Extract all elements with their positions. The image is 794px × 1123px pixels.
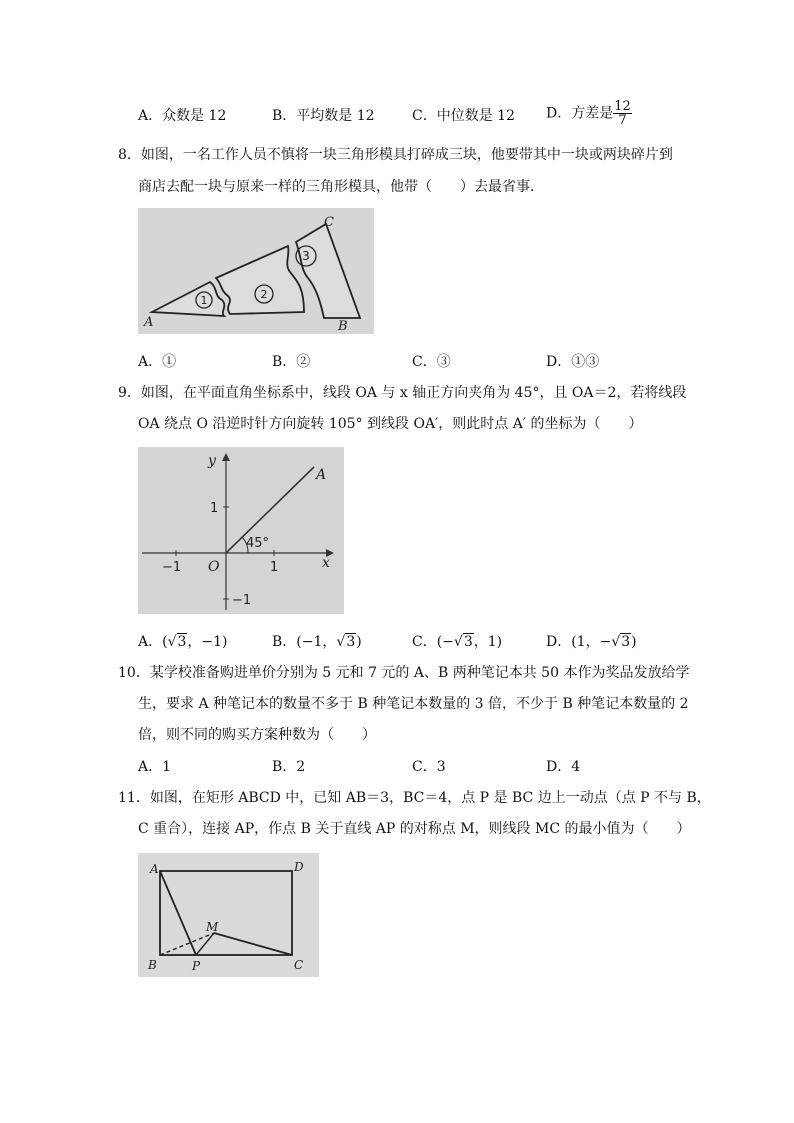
vertex-c-label: C: [324, 215, 334, 230]
q9-option-c-radicand: 3: [463, 634, 473, 650]
q8-stem-line1: 8．如图，一名工作人员不慎将一块三角形模具打碎成三块，他要带其中一块或两块碎片到: [118, 147, 673, 163]
q11-stem-line2: C 重合），连接 AP，作点 B 关于直线 AP 的对称点 M，则线段 MC 的最小值为（ ）: [138, 821, 691, 837]
sqrt-icon: √3: [167, 634, 187, 650]
q9-option-b-radicand: 3: [346, 634, 356, 650]
q11-figure: [138, 853, 319, 977]
q10-stem-line3: 倍，则不同的购买方案种数为（ ）: [138, 727, 376, 743]
q9-option-b-pre: B．(−1，: [272, 634, 337, 650]
vertex-b-label: B: [338, 319, 348, 334]
q9-option-c-pre: C．(−: [412, 634, 454, 650]
piece-1-label: 1: [200, 294, 208, 307]
q8-stem-line2: 商店去配一块与原来一样的三角形模具，他带（ ）去最省事．: [138, 179, 544, 195]
point-p-label: P: [192, 959, 201, 973]
x-axis-label: x: [322, 555, 330, 571]
vertex-a-label: A: [144, 315, 154, 330]
piece-3-label: 3: [302, 249, 310, 263]
vertex-b-label: B: [148, 958, 157, 972]
y-tick-1-label: 1: [210, 501, 219, 516]
q9-stem-line1: 9．如图，在平面直角坐标系中，线段 OA 与 x 轴正方向夹角为 45°，且 OA＝2，若将线段: [118, 385, 687, 401]
vertex-d-label: D: [294, 860, 304, 874]
q10-option-b: B．2: [272, 759, 306, 775]
y-axis-label: y: [208, 453, 216, 469]
q10-option-d: D．4: [546, 759, 581, 775]
q9-figure: [138, 447, 344, 614]
q7-fraction-denominator: 7: [618, 113, 627, 128]
sqrt-icon: √3: [611, 634, 631, 650]
q7-option-c: C．中位数是 12: [412, 108, 515, 124]
q9-option-d-post: ): [631, 634, 637, 650]
vertex-a-label: A: [150, 862, 159, 876]
q8-figure: [138, 208, 374, 334]
q9-option-b-post: ): [356, 634, 362, 650]
origin-label: O: [208, 559, 220, 575]
point-a-label: A: [316, 467, 327, 483]
piece-2-label: 2: [260, 288, 268, 301]
q8-option-d: D．①③: [546, 354, 600, 370]
q9-option-c-post: ，1): [473, 634, 503, 650]
q7-fraction: [613, 100, 632, 127]
x-tick-1-label: 1: [270, 560, 279, 575]
angle-label: 45°: [246, 536, 270, 551]
q9-option-a-radicand: 3: [177, 634, 187, 650]
q9-option-c: [412, 632, 502, 652]
point-m-label: M: [206, 920, 219, 934]
q9-option-a: [138, 632, 228, 652]
q9-option-b: [272, 632, 362, 652]
q10-option-c: C．3: [412, 759, 446, 775]
q9-option-a-pre: A．(: [138, 634, 168, 650]
sqrt-icon: √3: [336, 634, 356, 650]
y-tick-neg1-label: −1: [232, 593, 252, 608]
sqrt-icon: √3: [453, 634, 473, 650]
q7-fraction-numerator: 12: [614, 99, 631, 114]
q11-stem-line1: 11．如图，在矩形 ABCD 中，已知 AB＝3，BC＝4，点 P 是 BC 边上一动点（点 P 不与 B，: [118, 790, 711, 806]
q8-option-c: C．③: [412, 354, 451, 370]
q9-option-a-post: ，−1): [187, 634, 228, 650]
q7-option-d: [546, 100, 632, 127]
q7-option-b: B．平均数是 12: [272, 108, 375, 124]
q7-option-d-prefix: D．方差是: [546, 105, 614, 122]
q9-option-d: [546, 632, 637, 652]
q9-option-d-pre: D．(1，−: [546, 634, 612, 650]
q8-option-a: A．①: [138, 354, 177, 370]
q9-stem-line2: OA 绕点 O 沿逆时针方向旋转 105° 到线段 OA′，则此时点 A′ 的坐标为（ ）: [138, 416, 643, 432]
q8-option-b: B．②: [272, 354, 311, 370]
x-tick-neg1-label: −1: [162, 560, 182, 575]
q10-option-a: A．1: [138, 759, 172, 775]
q10-stem-line1: 10．某学校准备购进单价分别为 5 元和 7 元的 A、B 两种笔记本共 50 本作为奖品发放给学: [118, 665, 690, 681]
vertex-c-label: C: [294, 958, 304, 972]
q7-option-a: A．众数是 12: [138, 108, 227, 124]
q10-stem-line2: 生，要求 A 种笔记本的数量不多于 B 种笔记本数量的 3 倍，不少于 B 种笔记本数量的 2: [138, 696, 689, 712]
q9-option-d-radicand: 3: [621, 634, 631, 650]
